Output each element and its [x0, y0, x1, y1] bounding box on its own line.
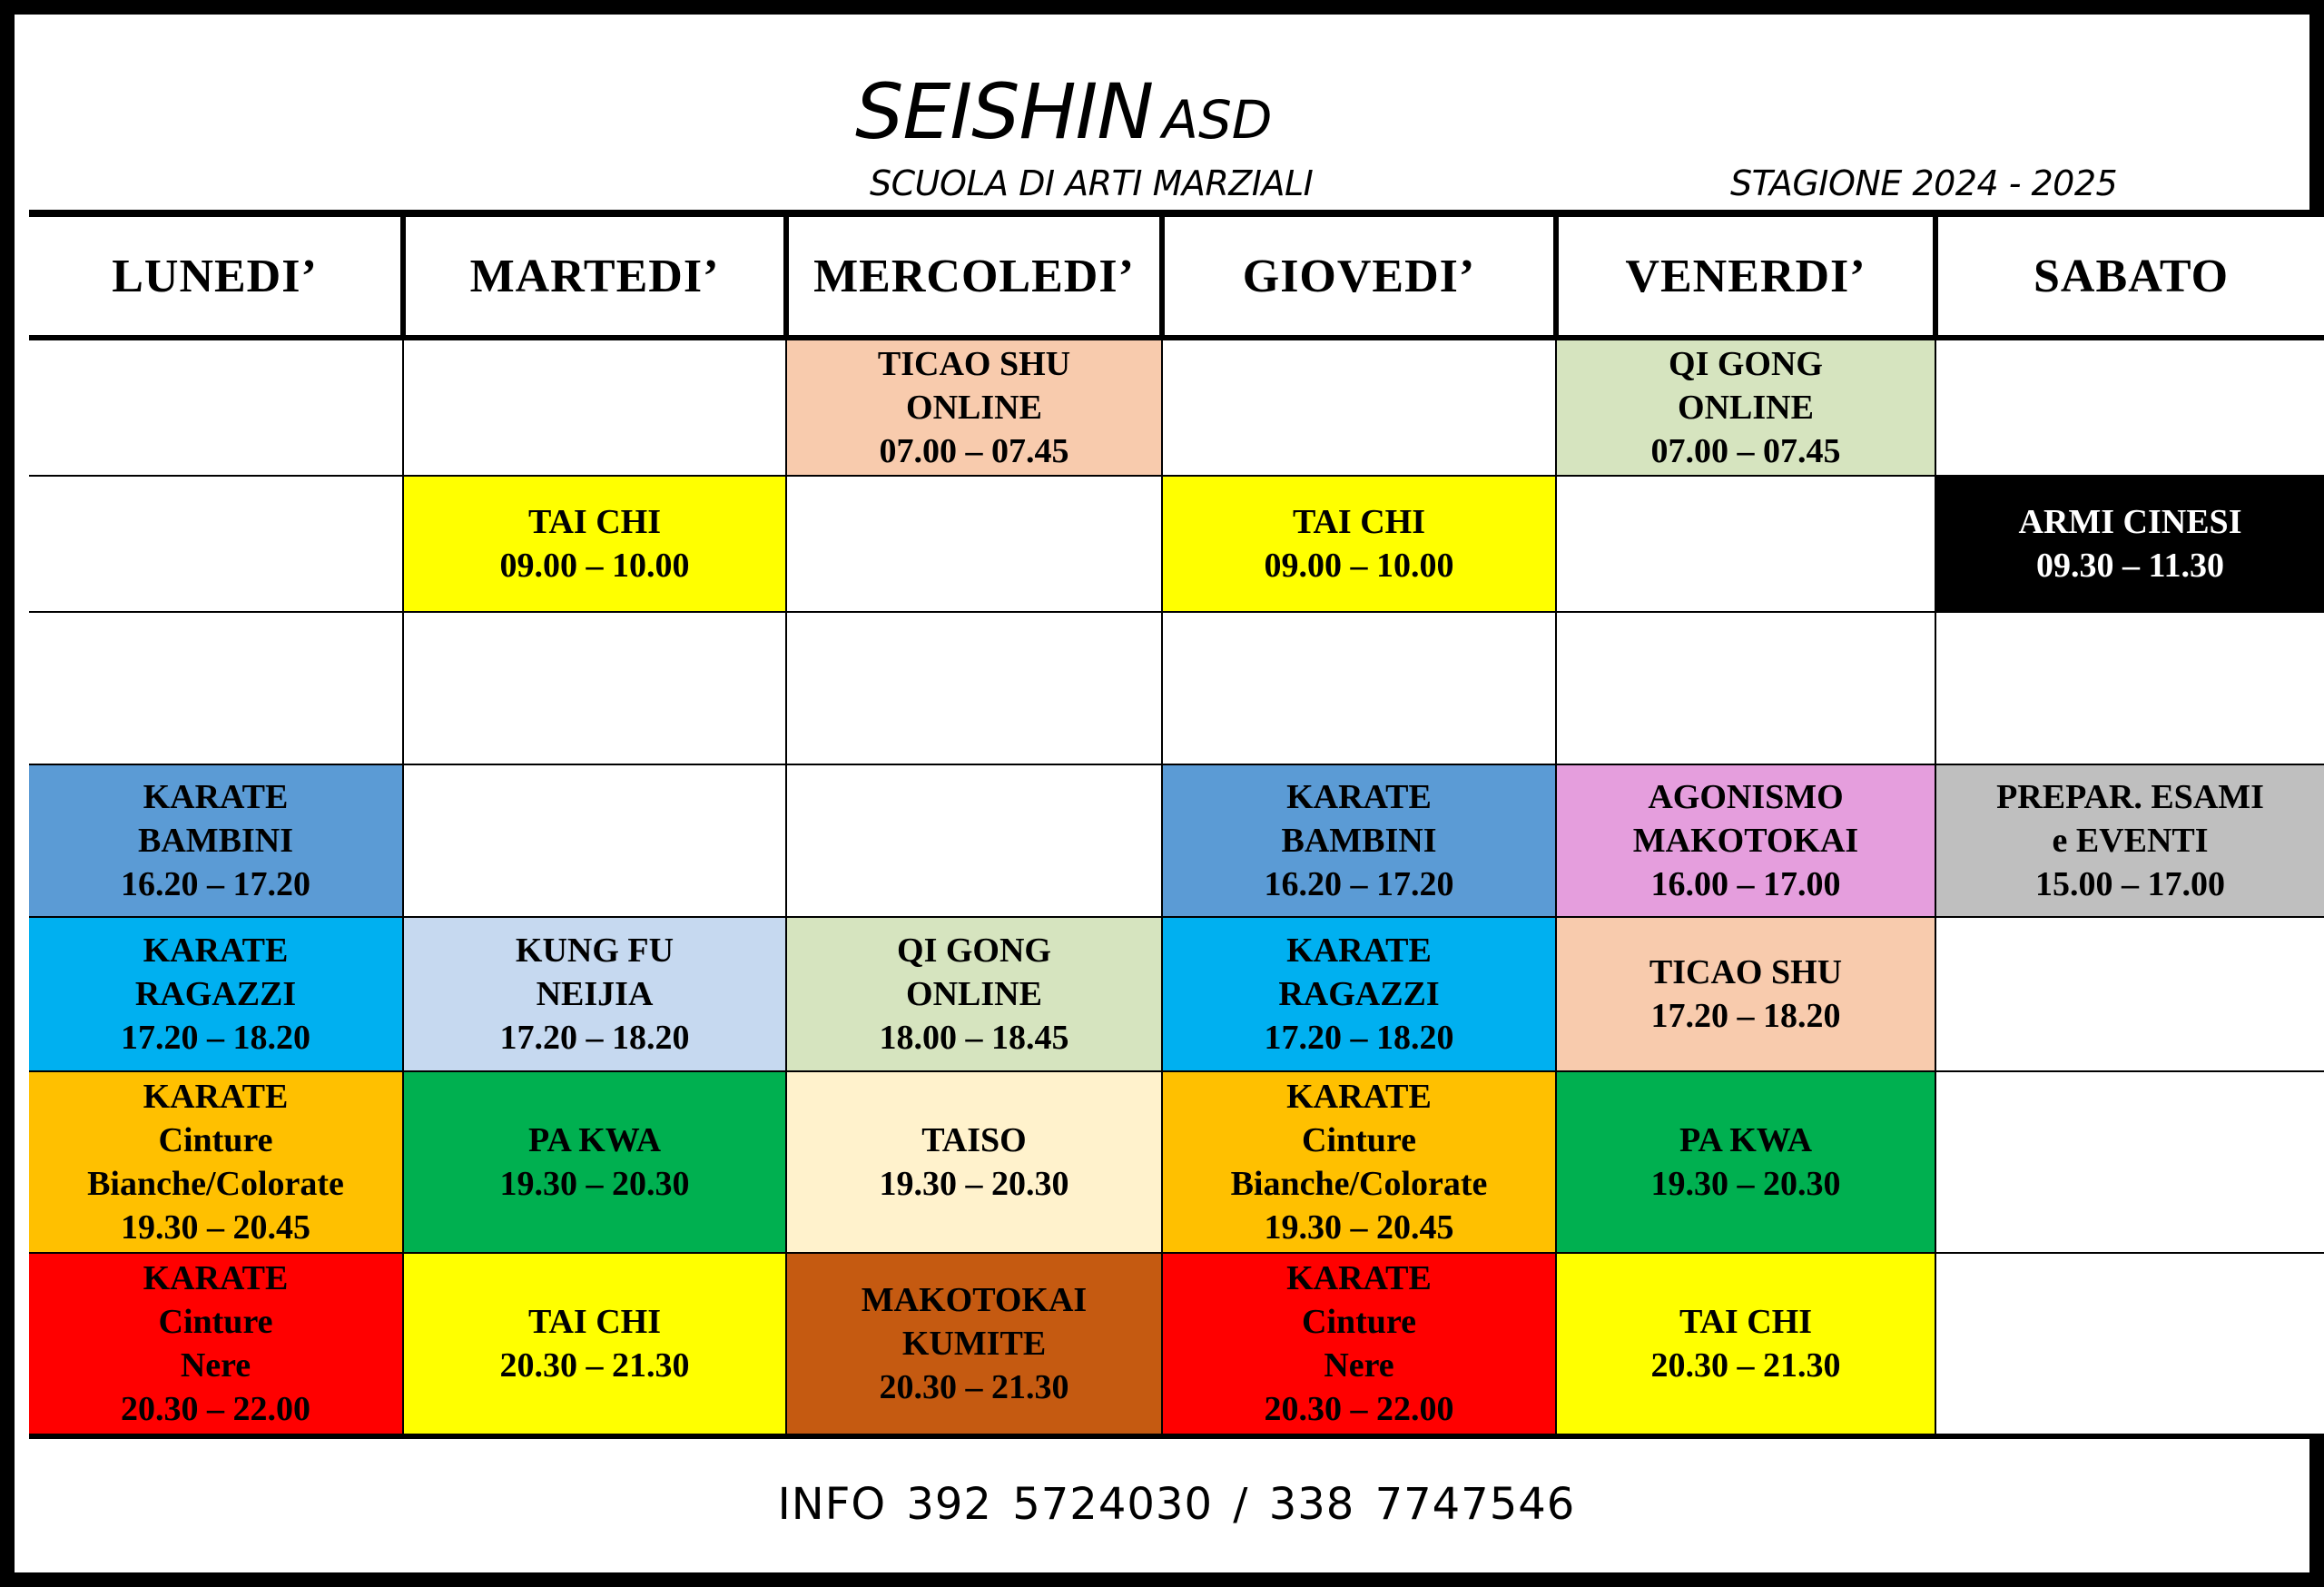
schedule-row	[29, 476, 2324, 612]
class-slot-line: 20.30 – 21.30	[1650, 1346, 1841, 1385]
empty-slot	[1162, 338, 1556, 476]
empty-slot	[403, 612, 786, 764]
class-slot	[29, 1253, 403, 1436]
class-slot-line: BAMBINI	[137, 822, 294, 860]
class-slot	[1556, 1253, 1935, 1436]
class-slot-line: 09.00 – 10.00	[1264, 547, 1454, 585]
class-slot-line: Nere	[180, 1346, 251, 1385]
schedule-table	[29, 217, 2324, 1439]
day-header: MARTEDI’	[403, 217, 786, 338]
class-slot-line: 20.30 – 22.00	[121, 1390, 310, 1428]
class-slot	[1935, 764, 2324, 917]
class-slot	[29, 764, 403, 917]
class-slot-line: 19.30 – 20.30	[1650, 1165, 1841, 1203]
class-slot-line: 16.20 – 17.20	[1264, 865, 1454, 903]
class-slot-line: 20.30 – 21.30	[879, 1368, 1069, 1406]
class-slot-line: 19.30 – 20.45	[121, 1208, 310, 1247]
footer-info: INFO 392 5724030 / 338 7747546	[777, 1479, 1576, 1530]
class-slot-line: KARATE	[143, 1078, 289, 1116]
empty-slot	[1935, 338, 2324, 476]
class-slot	[786, 338, 1162, 476]
class-slot-line: Cinture	[158, 1303, 273, 1341]
class-slot	[1162, 1071, 1556, 1253]
class-slot	[1556, 1071, 1935, 1253]
day-header: VENERDI’	[1556, 217, 1935, 338]
class-slot	[1162, 1253, 1556, 1436]
day-header-row	[29, 217, 2324, 338]
class-slot-line: KARATE	[143, 1259, 289, 1297]
class-slot	[29, 1071, 403, 1253]
class-slot-line: Cinture	[1302, 1121, 1416, 1159]
schedule-row	[29, 612, 2324, 764]
empty-slot	[786, 476, 1162, 612]
class-slot-line: KARATE	[143, 932, 289, 970]
class-slot	[1556, 917, 1935, 1071]
empty-slot	[29, 338, 403, 476]
class-slot-line: KARATE	[143, 778, 289, 816]
class-slot-line: 07.00 – 07.45	[1650, 432, 1841, 470]
class-slot-line: 17.20 – 18.20	[1264, 1019, 1454, 1057]
class-slot-line: 09.30 – 11.30	[2036, 547, 2224, 585]
season-label: STAGIONE 2024 - 2025	[1730, 163, 2118, 203]
class-slot	[403, 476, 786, 612]
class-slot-line: 18.00 – 18.45	[879, 1019, 1069, 1057]
page-title	[855, 67, 1272, 156]
class-slot-line: Cinture	[1302, 1303, 1416, 1341]
class-slot-line: RAGAZZI	[1278, 975, 1440, 1013]
class-slot-line: KUNG FU	[515, 932, 675, 970]
class-slot	[403, 1253, 786, 1436]
day-header: LUNEDI’	[29, 217, 403, 338]
class-slot-line: KARATE	[1286, 1078, 1432, 1116]
empty-slot	[1935, 1253, 2324, 1436]
class-slot-line: KARATE	[1286, 1259, 1432, 1297]
schedule-row	[29, 338, 2324, 476]
class-slot-line: 16.20 – 17.20	[121, 865, 310, 903]
empty-slot	[1935, 1071, 2324, 1253]
class-slot	[403, 917, 786, 1071]
class-slot-line: 19.30 – 20.45	[1264, 1208, 1454, 1247]
class-slot-line: KARATE	[1286, 932, 1432, 970]
class-slot-line: 07.00 – 07.45	[879, 432, 1069, 470]
class-slot-line: TAI CHI	[527, 503, 662, 541]
class-slot	[786, 917, 1162, 1071]
title-main: SEISHIN	[855, 67, 1154, 156]
day-header: GIOVEDI’	[1162, 217, 1556, 338]
schedule-row	[29, 917, 2324, 1071]
class-slot-line: 20.30 – 21.30	[499, 1346, 690, 1385]
empty-slot	[1556, 476, 1935, 612]
class-slot-line: AGONISMO	[1648, 778, 1844, 816]
day-header: MERCOLEDI’	[786, 217, 1162, 338]
class-slot-line: KUMITE	[901, 1325, 1047, 1363]
class-slot-line: Cinture	[158, 1121, 273, 1159]
schedule-row	[29, 1071, 2324, 1253]
class-slot-line: Bianche/Colorate	[1230, 1165, 1488, 1203]
class-slot-line: 17.20 – 18.20	[121, 1019, 310, 1057]
class-slot-line: TAI CHI	[527, 1303, 662, 1341]
schedule-row	[29, 1253, 2324, 1436]
header	[29, 29, 2324, 217]
class-slot-line: TICAO SHU	[1649, 953, 1843, 991]
class-slot-line: 16.00 – 17.00	[1650, 865, 1841, 903]
empty-slot	[29, 612, 403, 764]
class-slot-line: e EVENTI	[2052, 822, 2209, 860]
class-slot	[786, 1253, 1162, 1436]
class-slot-line: NEIJIA	[536, 975, 654, 1013]
class-slot-line: QI GONG	[1669, 345, 1823, 383]
class-slot-line: 20.30 – 22.00	[1264, 1390, 1454, 1428]
class-slot	[1162, 764, 1556, 917]
class-slot	[29, 917, 403, 1071]
empty-slot	[1162, 612, 1556, 764]
class-slot	[1935, 476, 2324, 612]
class-slot-line: MAKOTOKAI	[1632, 822, 1859, 860]
empty-slot	[403, 338, 786, 476]
class-slot-line: 09.00 – 10.00	[499, 547, 690, 585]
class-slot-line: 19.30 – 20.30	[499, 1165, 690, 1203]
class-slot	[1556, 338, 1935, 476]
class-slot-line: ARMI CINESI	[2018, 503, 2242, 541]
class-slot	[1556, 764, 1935, 917]
empty-slot	[403, 764, 786, 917]
schedule-body	[29, 338, 2324, 1436]
class-slot-line: KARATE	[1286, 778, 1432, 816]
class-slot-line: TAI CHI	[1679, 1303, 1813, 1341]
class-slot-line: TICAO SHU	[877, 345, 1071, 383]
class-slot-line: Nere	[1324, 1346, 1394, 1385]
class-slot-line: PA KWA	[527, 1121, 662, 1159]
class-slot-line: BAMBINI	[1281, 822, 1437, 860]
class-slot-line: ONLINE	[906, 975, 1042, 1013]
empty-slot	[1556, 612, 1935, 764]
class-slot-line: ONLINE	[906, 389, 1042, 427]
class-slot-line: PREPAR. ESAMI	[1996, 778, 2264, 816]
empty-slot	[1935, 612, 2324, 764]
empty-slot	[29, 476, 403, 612]
class-slot-line: ONLINE	[1678, 389, 1814, 427]
class-slot-line: 15.00 – 17.00	[2035, 865, 2225, 903]
empty-slot	[786, 612, 1162, 764]
class-slot	[1162, 917, 1556, 1071]
class-slot-line: TAI CHI	[1292, 503, 1426, 541]
class-slot-line: 17.20 – 18.20	[499, 1019, 690, 1057]
class-slot-line: TAISO	[921, 1121, 1027, 1159]
class-slot	[403, 1071, 786, 1253]
class-slot-line: 17.20 – 18.20	[1650, 997, 1841, 1035]
empty-slot	[1935, 917, 2324, 1071]
class-slot-line: PA KWA	[1679, 1121, 1813, 1159]
class-slot-line: 19.30 – 20.30	[879, 1165, 1069, 1203]
class-slot-line: Bianche/Colorate	[87, 1165, 344, 1203]
title-suffix: ASD	[1162, 89, 1273, 151]
empty-slot	[786, 764, 1162, 917]
day-header: SABATO	[1935, 217, 2324, 338]
class-slot-line: MAKOTOKAI	[861, 1281, 1088, 1319]
subtitle: SCUOLA DI ARTI MARZIALI	[870, 163, 1314, 203]
class-slot	[786, 1071, 1162, 1253]
class-slot	[1162, 476, 1556, 612]
schedule-row	[29, 764, 2324, 917]
class-slot-line: RAGAZZI	[134, 975, 297, 1013]
class-slot-line: QI GONG	[897, 932, 1051, 970]
